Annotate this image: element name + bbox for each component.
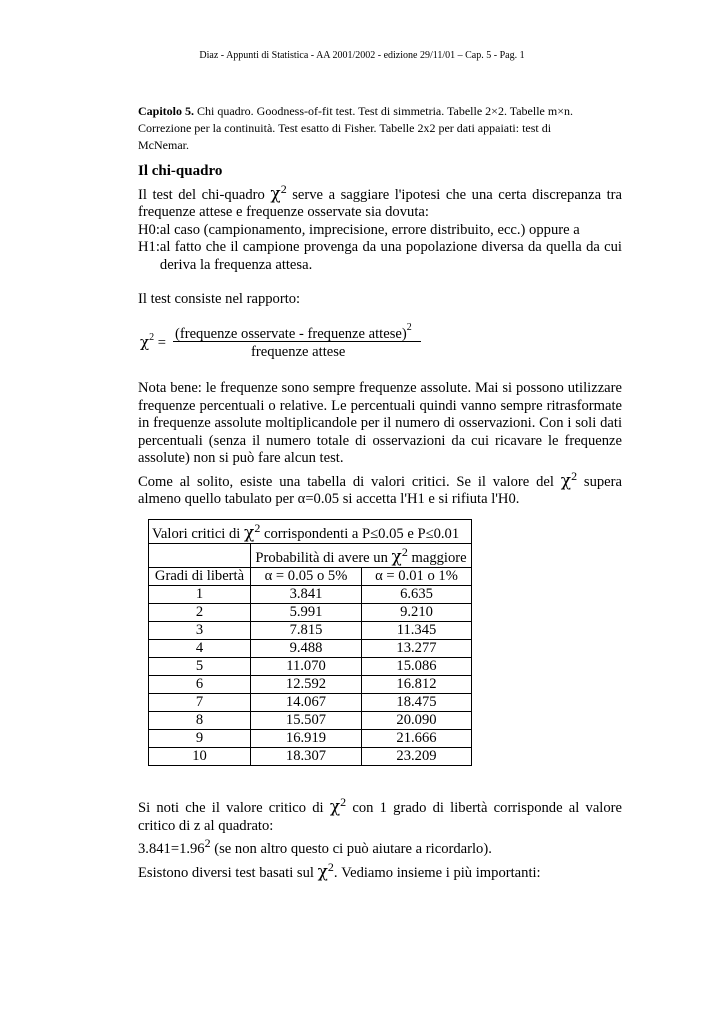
table-cell: 3.841 (251, 586, 362, 604)
critical-values-table (148, 519, 472, 766)
section-title: Il chi-quadro (138, 163, 223, 179)
table-cell: 9.488 (251, 640, 362, 658)
table-cell: 11.345 (362, 622, 472, 640)
chapter-topics: Chi quadro. Goodness-of-fit test. Test di simmetria. Tabelle 2×2. Tabelle m×n. Correzione per la continuità. Test esatto di Fisher. Tabelle 2x2 per dati appaiati: test di McNemar. (138, 104, 573, 152)
table-cell: 9 (149, 730, 251, 748)
section-chi-quadro (138, 163, 622, 309)
paragraph-tests: Esistono diversi test basati sul $\chi^2$. Vediamo insieme i più importanti: (138, 859, 541, 882)
paragraph-note: Nota bene: le frequenze sono sempre frequenze assolute. Mai si possono utilizzare frequenze percentuali o relative. Le percentuali quindi vanno sempre ritrasformate in frequenze assolute moltiplicandole per il numero di osservazioni. Con i soli dati percentuali (senza il numero totale di osservazioni da cui ricavare le frequenze assolute) non si può fare alcun test. (138, 380, 622, 466)
formula-lhs: $\chi^2$ = (140, 332, 166, 351)
table-cell: 7.815 (251, 622, 362, 640)
note-section (138, 380, 622, 509)
table-cell: 16.812 (362, 676, 472, 694)
table-cell: 4 (149, 640, 251, 658)
table-row (149, 694, 472, 712)
table-header-row (149, 568, 472, 586)
chapter-intro (138, 103, 590, 154)
table-title-row (149, 520, 472, 544)
table-cell: 1 (149, 586, 251, 604)
table-cell: 15.086 (362, 658, 472, 676)
table-cell: 8 (149, 712, 251, 730)
closing-section (138, 794, 622, 882)
col-header-alpha-005: α = 0.05 o 5% (251, 568, 362, 586)
table-cell: 2 (149, 604, 251, 622)
paragraph-z-square: Si noti che il valore critico di $\chi^2$ con 1 grado di libertà corrisponde al valore critico di z al quadrato: (138, 795, 622, 834)
col-header-alpha-001: α = 0.01 o 1% (362, 568, 472, 586)
table-cell: 21.666 (362, 730, 472, 748)
table-cell: 12.592 (251, 676, 362, 694)
table-cell: 23.209 (362, 748, 472, 766)
table-cell: 6.635 (362, 586, 472, 604)
table-cell: 7 (149, 694, 251, 712)
page-header: Diaz - Appunti di Statistica - AA 2001/2002 - edizione 29/11/01 – Cap. 5 - Pag. 1 (199, 50, 525, 61)
table-cell: 9.210 (362, 604, 472, 622)
table-prob-row (149, 544, 472, 568)
table-row (149, 676, 472, 694)
col-header-df: Gradi di libertà (149, 568, 251, 586)
table-row (149, 748, 472, 766)
paragraph-test-ratio: Il test consiste nel rapporto: (138, 291, 301, 307)
table-cell: 11.070 (251, 658, 362, 676)
table-cell: 15.507 (251, 712, 362, 730)
table-cell: 5 (149, 658, 251, 676)
paragraph-intro: Il test del chi-quadro $\chi^2$ serve a saggiare l'ipotesi che una certa discrepanza tra frequenze attese e frequenze osservate sia dovuta: (138, 181, 622, 220)
table-row (149, 586, 472, 604)
table-cell: 5.991 (251, 604, 362, 622)
table-cell: 6 (149, 676, 251, 694)
table-cell: 16.919 (251, 730, 362, 748)
hypothesis-h1: H1: al fatto che il campione provenga da una popolazione diversa da quella da cui deriva la frequenza attesa. (138, 239, 622, 273)
table-row (149, 658, 472, 676)
chi-symbol: χ (270, 183, 281, 204)
table-row (149, 622, 472, 640)
paragraph-equation: $3.841=1.96^2$ (se non altro questo ci può aiutare a ricordarlo). (138, 836, 492, 857)
table-title: Valori critici di $\chi^2$ corrispondenti a P≤0.05 e P≤0.01 (149, 520, 472, 544)
fraction-bar (173, 341, 421, 342)
table-cell: 20.090 (362, 712, 472, 730)
table-row (149, 604, 472, 622)
table-row (149, 640, 472, 658)
table-prob-header: Probabilità di avere un $\chi^2$ maggiore (251, 544, 472, 568)
table-cell: 10 (149, 748, 251, 766)
hypothesis-h0: H0: al caso (campionamento, imprecisione, errore distribuito, ecc.) oppure a (138, 221, 580, 238)
table-row (149, 712, 472, 730)
chapter-label: Capitolo 5. (138, 104, 195, 118)
table-cell: 3 (149, 622, 251, 640)
table-cell: 13.277 (362, 640, 472, 658)
paragraph-critical-values: Come al solito, esiste una tabella di valori critici. Se il valore del $\chi^2$ supera almeno quello tabulato per α=0.05 si accetta l'H1 e si rifiuta l'H0. (138, 468, 622, 507)
formula-denominator: frequenze attese (251, 344, 346, 360)
formula-numerator: (frequenze osservate - frequenze attese)$^2$ (175, 322, 412, 342)
table-cell: 18.307 (251, 748, 362, 766)
chi-square-formula (138, 318, 438, 368)
table-cell: 18.475 (362, 694, 472, 712)
table-cell: 14.067 (251, 694, 362, 712)
table-row (149, 730, 472, 748)
